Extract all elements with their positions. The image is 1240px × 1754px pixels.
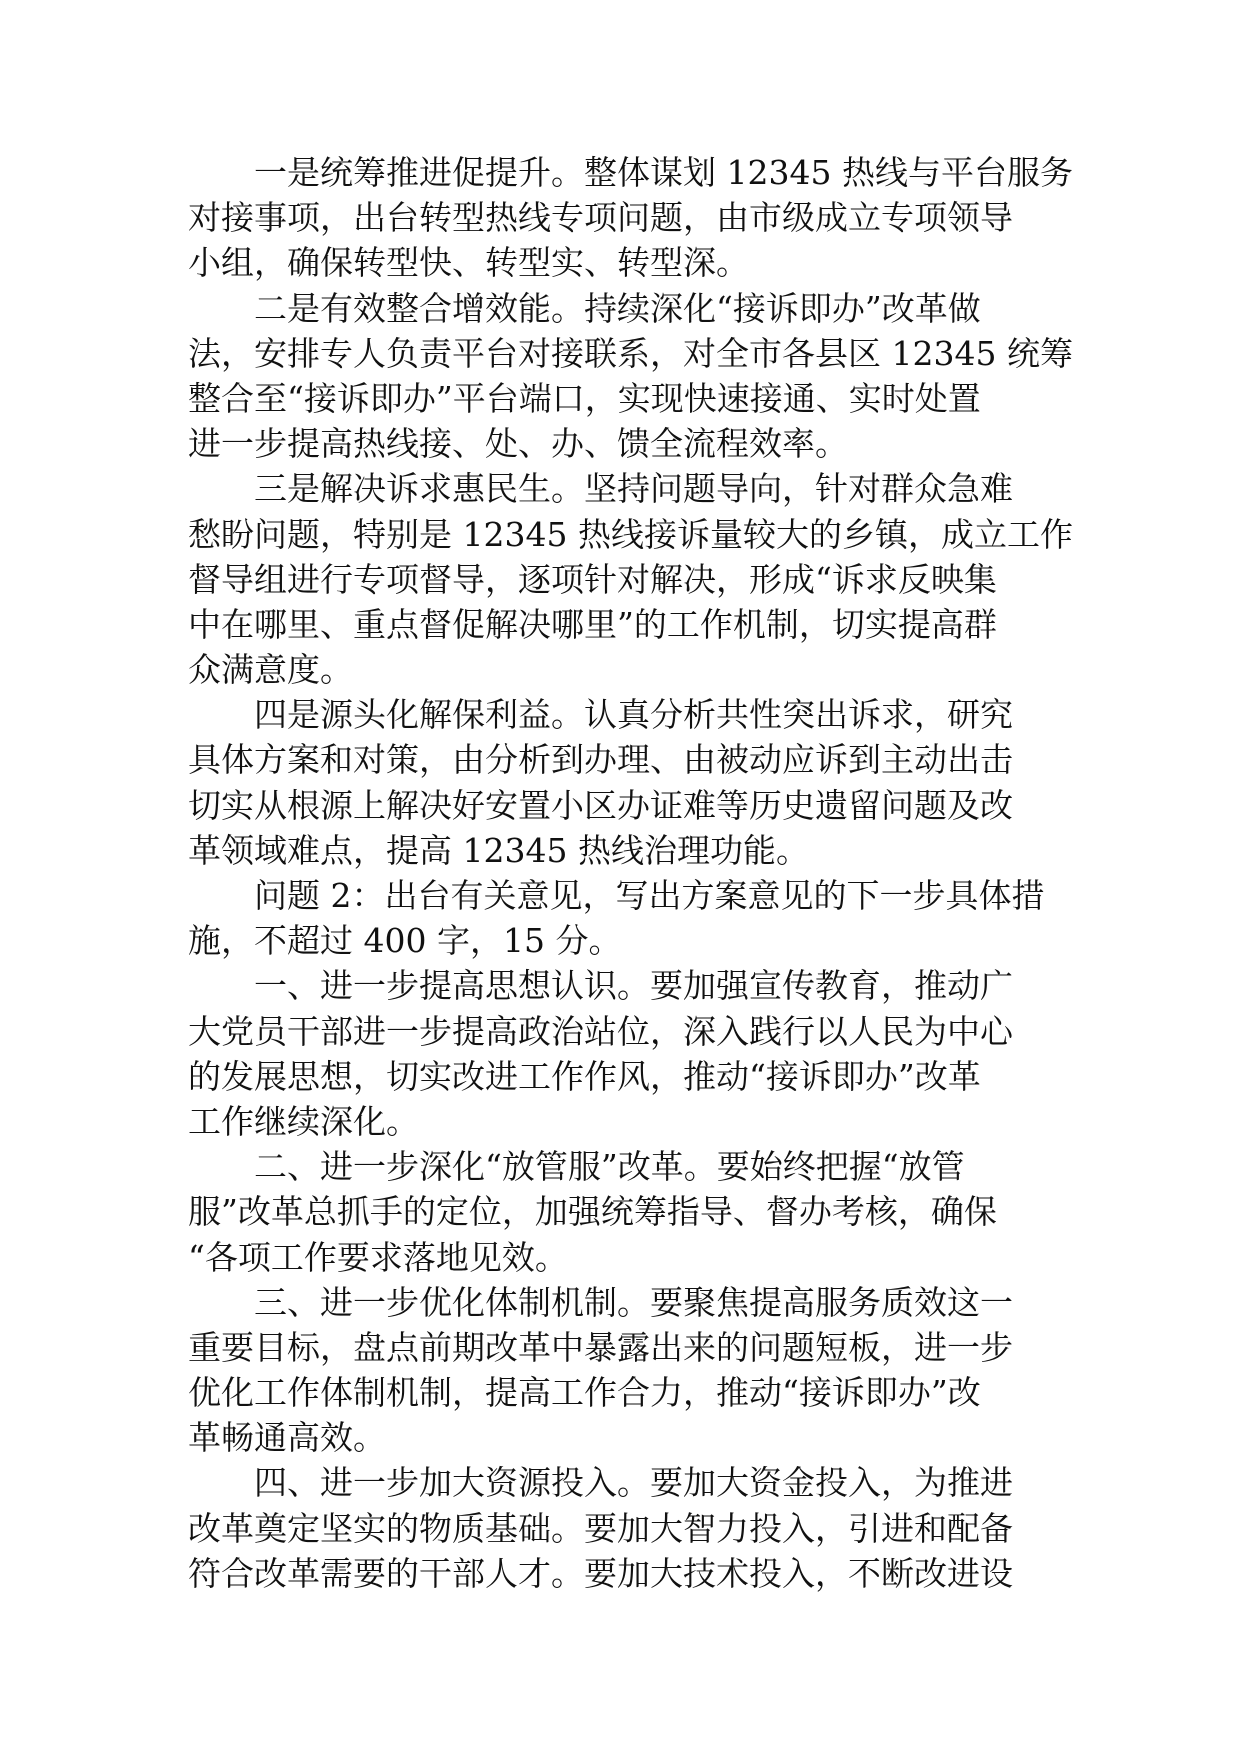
text-line: 中在哪里、重点督促解决哪里”的工作机制，切实提高群 — [188, 604, 997, 644]
text-line: 二是有效整合增效能。持续深化“接诉即办”改革做 — [254, 288, 981, 328]
text-line: 优化工作体制机制，提高工作合力，推动“接诉即办”改 — [188, 1373, 981, 1413]
text-line: 四、进一步加大资源投入。要加大资金投入，为推进 — [254, 1463, 1013, 1503]
text-line: 三是解决诉求惠民生。坚持问题导向，针对群众急难 — [254, 469, 1013, 509]
text-line: 对接事项，出台转型热线专项问题，由市级成立专项领导 — [188, 198, 1013, 238]
text-line: 工作继续深化。 — [188, 1101, 419, 1141]
text-line: 小组，确保转型快、转型实、转型深。 — [188, 243, 749, 283]
text-line: 改革奠定坚实的物质基础。要加大智力投入，引进和配备 — [188, 1508, 1013, 1548]
text-line: 三、进一步优化体制机制。要聚焦提高服务质效这一 — [254, 1282, 1013, 1322]
document-body — [188, 150, 1073, 1596]
text-line: 愁盼问题，特别是 12345 热线接诉量较大的乡镇，成立工作 — [188, 514, 1073, 554]
text-line: 四是源头化解保利益。认真分析共性突出诉求，研究 — [254, 695, 1013, 735]
text-line: 具体方案和对策，由分析到办理、由被动应诉到主动出击 — [188, 740, 1013, 780]
question-line: 施，不超过 400 字，15 分。 — [188, 921, 622, 961]
text-line: 服”改革总抓手的定位，加强统筹指导、督办考核，确保 — [188, 1192, 997, 1232]
text-line: 进一步提高热线接、处、办、馈全流程效率。 — [188, 424, 848, 464]
text-line: 的发展思想，切实改进工作作风，推动“接诉即办”改革 — [188, 1056, 981, 1096]
text-line: 一、进一步提高思想认识。要加强宣传教育，推动广 — [254, 966, 1013, 1006]
text-line: 大党员干部进一步提高政治站位，深入践行以人民为中心 — [188, 1011, 1013, 1051]
text-line: 督导组进行专项督导，逐项针对解决，形成“诉求反映集 — [188, 559, 997, 599]
text-line: 众满意度。 — [188, 650, 353, 690]
text-line: “各项工作要求落地见效。 — [188, 1237, 568, 1277]
text-line: 符合改革需要的干部人才。要加大技术投入，不断改进设 — [188, 1553, 1013, 1593]
text-line: 革畅通高效。 — [188, 1418, 386, 1458]
text-line: 法，安排专人负责平台对接联系，对全市各县区 12345 统筹 — [188, 333, 1073, 373]
text-line: 革领域难点，提高 12345 热线治理功能。 — [188, 830, 809, 870]
text-line: 切实从根源上解决好安置小区办证难等历史遗留问题及改 — [188, 785, 1013, 825]
text-line: 重要目标，盘点前期改革中暴露出来的问题短板，进一步 — [188, 1327, 1013, 1367]
text-line: 一是统筹推进促提升。整体谋划 12345 热线与平台服务 — [254, 153, 1073, 192]
question-line: 问题 2：出台有关意见，写出方案意见的下一步具体措 — [254, 876, 1045, 915]
text-line: 整合至“接诉即办”平台端口，实现快速接通、实时处置 — [188, 378, 981, 418]
text-line: 二、进一步深化“放管服”改革。要始终把握“放管 — [254, 1147, 965, 1187]
